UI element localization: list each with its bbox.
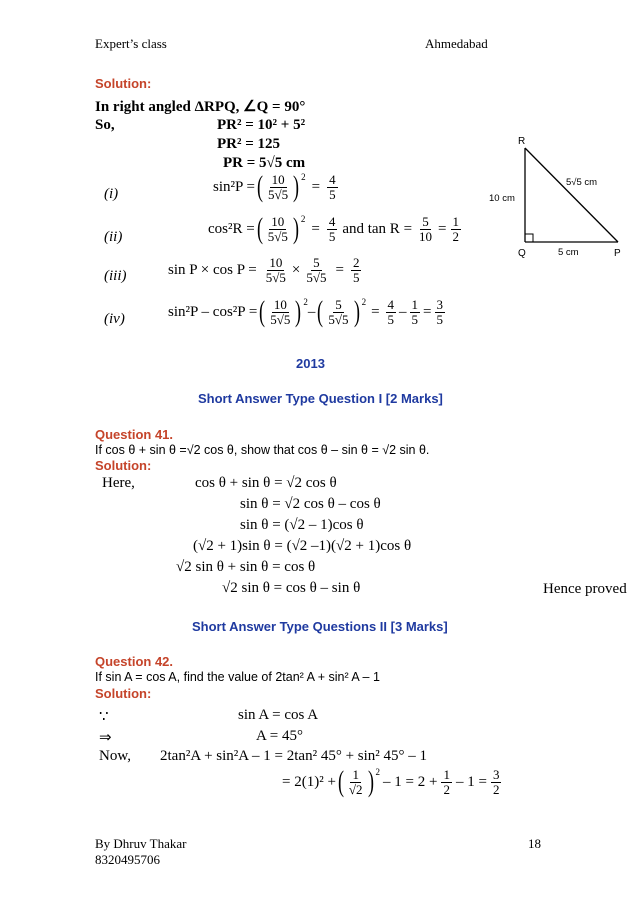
- q42-line-2: A = 45°: [256, 728, 303, 744]
- part-i-eq: =: [311, 178, 321, 195]
- implies-symbol: ⇒: [99, 730, 112, 746]
- part-iii-rd: 5: [352, 269, 360, 285]
- triangle-diagram: [480, 130, 638, 262]
- q42-l4n2: 1: [443, 766, 450, 782]
- part-iv-n1: 10: [273, 296, 287, 312]
- question-41-text: If cos θ + sin θ =√2 cos θ, show that cos θ – sin θ = √2 sin θ.: [95, 443, 430, 457]
- part-iii-times: ×: [291, 261, 301, 278]
- vertex-p: P: [614, 248, 621, 259]
- q42-l4sq: 2: [375, 767, 381, 777]
- part-ii-td2: 2: [452, 228, 459, 244]
- part-iv-cd: 5: [436, 311, 443, 327]
- footer-phone: 8320495706: [95, 852, 160, 867]
- part-ii-and: and tan R =: [342, 220, 413, 237]
- part-iv-d2: 5√5: [328, 311, 349, 327]
- q41-line-6: √2 sin θ = cos θ – sin θ: [222, 580, 361, 596]
- footer-author: By Dhruv Thakar: [95, 836, 187, 851]
- part-iii-d2: 5√5: [306, 269, 327, 285]
- intro-line: In right angled ΔRPQ, ∠Q = 90°: [95, 99, 306, 115]
- q42-now: Now,: [99, 748, 131, 764]
- part-ii-tn2: 1: [452, 213, 459, 229]
- vertex-r: R: [518, 136, 526, 147]
- part-i-lhs: sin²P =: [213, 178, 255, 195]
- part-iv-bd: 5: [411, 311, 419, 327]
- hypotenuse-label: 5√5 cm: [566, 177, 598, 188]
- part-iii-eq: =: [335, 261, 344, 278]
- part-iii-n1: 10: [269, 255, 283, 270]
- triangle-side-rp: [525, 148, 618, 242]
- short-answer-heading-1: Short Answer Type Question I [2 Marks]: [198, 391, 443, 406]
- part-ii-sq: 2: [300, 214, 306, 224]
- part-iv-a: 4: [387, 296, 395, 312]
- part-i-rn: 4: [329, 171, 336, 187]
- part-iv-label: (iv): [104, 311, 125, 327]
- q42-line-3: 2tan²A + sin²A – 1 = 2tan² 45° + sin² 45° – 1: [160, 748, 428, 764]
- part-iii-equation: [168, 256, 362, 284]
- header-right: Ahmedabad: [425, 36, 488, 51]
- part-iv-m: –: [399, 303, 407, 320]
- part-iv-eq2: =: [423, 303, 432, 320]
- part-iv-equation: sin²P – cos²P = ( $\frac{10}{5√5}$ ) $^2$ – ( $\frac{5}{5√5}$ ) $^2$ = $\frac{4}{5}$ – $\frac{1}{5}$ = $\frac{3}{5}$: [168, 295, 443, 328]
- hence-proved: Hence proved: [543, 581, 627, 597]
- part-iv-minus: –: [307, 303, 316, 320]
- q42-l4d2: 2: [443, 781, 450, 797]
- part-iv-c: 3: [436, 296, 443, 312]
- part-ii-rd: 5: [328, 228, 336, 244]
- part-iv-sq1: 2: [303, 297, 308, 307]
- q41-here: Here,: [102, 475, 135, 491]
- part-ii-label: (ii): [104, 229, 123, 245]
- part-ii-tn: 5: [422, 213, 429, 229]
- q42-line-1: sin A = cos A: [238, 707, 319, 723]
- q41-line-2: sin θ = √2 cos θ – cos θ: [240, 496, 381, 512]
- pr-line-1: PR² = 10² + 5²: [217, 117, 306, 133]
- so-label: So,: [95, 117, 115, 133]
- q42-l4d: √2: [348, 781, 363, 797]
- part-ii-num: 10: [271, 213, 285, 229]
- part-i-sq: 2: [301, 172, 306, 182]
- part-iii-n2: 5: [313, 255, 320, 270]
- right-angle-mark: [525, 234, 533, 242]
- side-bottom-label: 5 cm: [558, 247, 579, 258]
- part-i-den: 5√5: [268, 186, 289, 202]
- part-iv-eq: =: [371, 303, 380, 320]
- part-iv-lhs: sin²P – cos²P =: [168, 303, 258, 320]
- part-ii-eq2: =: [438, 220, 447, 237]
- vertex-q: Q: [518, 248, 526, 259]
- part-i-label: (i): [104, 186, 119, 202]
- solution-label: Solution:: [95, 76, 152, 91]
- part-i-rd: 5: [329, 186, 336, 202]
- footer-page-number: 18: [528, 836, 541, 851]
- q42-l4a: = 2(1)² +: [282, 773, 336, 790]
- part-iv-n2: 5: [335, 296, 342, 312]
- question-41-solution-label: Solution:: [95, 458, 152, 473]
- pr-line-2: PR² = 125: [217, 136, 281, 152]
- because-symbol: ∵: [99, 709, 109, 725]
- question-42-solution-label: Solution:: [95, 686, 152, 701]
- part-ii-equation: cos²R = ( $\frac{10}{5√5}$ ) $^2$ = $\frac{4}{5}$ and tan R = $\frac{5}{10}$ = $\frac{1}{2}$: [208, 212, 459, 245]
- part-i-equation: sin²P = ( $\frac{10}{5√5}$ ) $^2$ = $\frac{4}{5}$: [213, 170, 336, 203]
- part-ii-den: 5√5: [267, 228, 288, 244]
- q42-l4n3: 3: [492, 766, 500, 782]
- part-iv-b: 1: [411, 296, 419, 312]
- question-42-text: If sin A = cos A, find the value of 2tan² A + sin² A – 1: [95, 670, 380, 684]
- q41-line-1: cos θ + sin θ = √2 cos θ: [195, 475, 337, 491]
- part-ii-rn: 4: [328, 213, 336, 229]
- pr-line-3: PR = 5√5 cm: [223, 155, 306, 171]
- part-ii-eq: =: [311, 220, 320, 237]
- q42-l4c: – 1 =: [455, 773, 487, 790]
- question-42-label: Question 42.: [95, 654, 174, 669]
- question-41-label: Question 41.: [95, 427, 174, 442]
- side-left-label: 10 cm: [489, 193, 515, 204]
- part-iii-rn: 2: [352, 255, 360, 270]
- short-answer-heading-2: Short Answer Type Questions II [3 Marks]: [192, 619, 448, 634]
- part-iii-label: (iii): [104, 268, 127, 284]
- part-iv-sq2: 2: [361, 297, 367, 307]
- part-iv-ad: 5: [387, 311, 395, 327]
- header-left: Expert’s class: [95, 36, 167, 51]
- q42-line-4: = 2(1)² + ( $\frac{1}{√2}$ ) $^2$ – 1 = 2 + $\frac{1}{2}$ – 1 = $\frac{3}{2}$: [282, 765, 500, 798]
- part-iii-lhs: sin P × cos P =: [168, 261, 257, 278]
- q41-line-5: √2 sin θ + sin θ = cos θ: [176, 559, 316, 575]
- q42-l4d3: 2: [492, 781, 500, 797]
- q42-l4b: – 1 = 2 +: [383, 773, 438, 790]
- year-heading: 2013: [296, 356, 325, 371]
- q42-l4n: 1: [352, 766, 359, 782]
- part-i-num: 10: [271, 171, 285, 187]
- q41-line-4: (√2 + 1)sin θ = (√2 –1)(√2 + 1)cos θ: [193, 538, 412, 554]
- q41-line-3: sin θ = (√2 – 1)cos θ: [240, 517, 364, 533]
- part-iv-d1: 5√5: [270, 311, 291, 327]
- part-ii-lhs: cos²R =: [208, 220, 255, 237]
- part-iii-d1: 5√5: [265, 269, 286, 285]
- part-ii-td: 10: [419, 228, 433, 244]
